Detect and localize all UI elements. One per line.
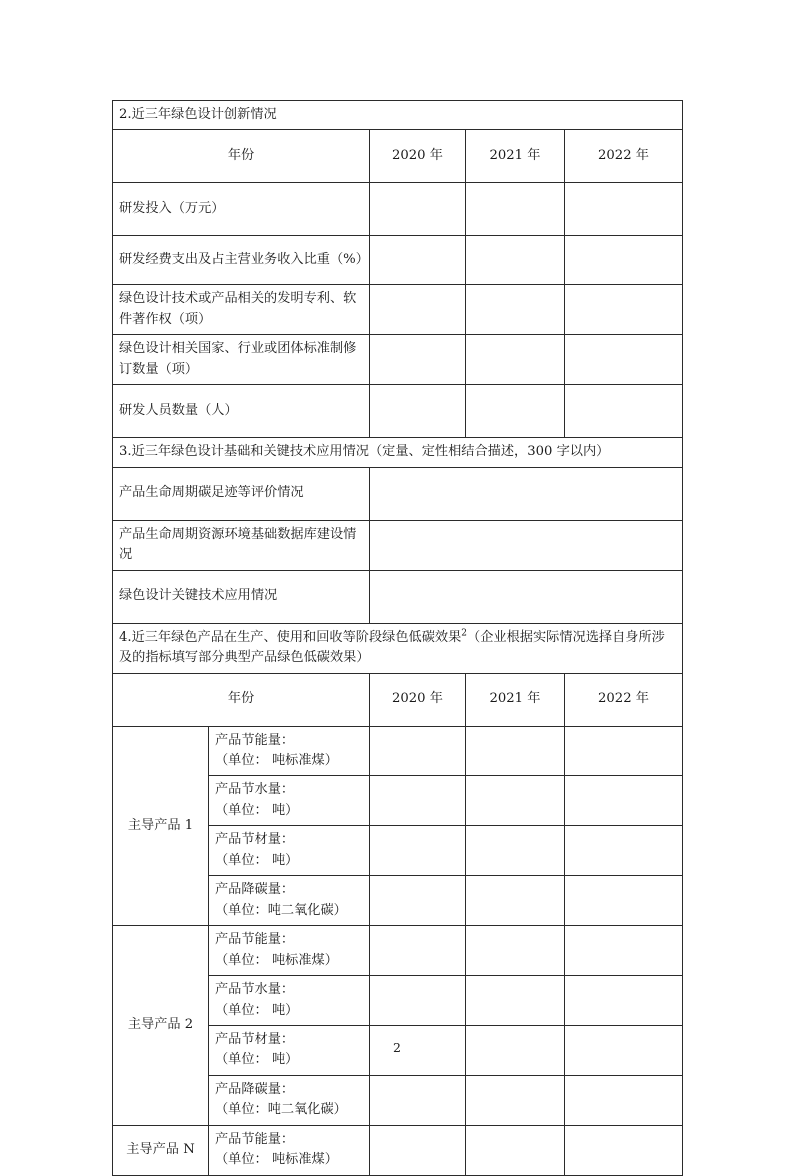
section2-heading-row [113,101,683,130]
metric-title: 产品节水量： [215,782,295,798]
section3-row2-value[interactable] [370,570,683,623]
table-row [113,236,683,285]
section2-row4-value-2021[interactable] [466,385,565,438]
p1-m0-value-2020[interactable] [370,726,466,776]
section3-heading-row [113,438,683,467]
section2-row3-value-2020[interactable] [370,335,466,385]
section2-row-label: 研发人员数量（人） [113,385,370,438]
product-name-2: 主导产品 2 [113,926,209,1126]
section4-year-2020: 2020 年 [370,673,466,726]
table-row [113,385,683,438]
section2-year-2020: 2020 年 [370,130,466,183]
section2-row-label: 绿色设计技术或产品相关的发明专利、软件著作权（项） [113,285,370,335]
p1-m1-value-2021[interactable] [466,776,565,826]
p2-m3-value-2022[interactable] [565,1075,683,1125]
metric-unit: （单位： 吨） [215,1002,299,1018]
table-row [113,726,683,776]
section2-row0-value-2020[interactable] [370,183,466,236]
section3-row1-value[interactable] [370,520,683,570]
section4-year-label: 年份 [113,673,370,726]
p1-m0-value-2022[interactable] [565,726,683,776]
section2-row-label: 研发经费支出及占主营业务收入比重（%） [113,236,370,285]
section2-row0-value-2022[interactable] [565,183,683,236]
p1-m3-value-2020[interactable] [370,876,466,926]
footnote-marker: 2 [461,628,468,639]
p2-m0-value-2022[interactable] [565,926,683,976]
metric-cell [209,1075,370,1125]
green-design-form-table [112,100,683,1176]
section2-row2-value-2020[interactable] [370,285,466,335]
p1-m2-value-2022[interactable] [565,826,683,876]
section2-row4-value-2020[interactable] [370,385,466,438]
p1-m3-value-2022[interactable] [565,876,683,926]
metric-unit: （单位： 吨） [215,852,299,868]
metric-title: 产品降碳量： [215,1081,295,1097]
metric-unit: （单位： 吨标准煤） [215,752,338,768]
table-row [113,926,683,976]
metric-cell [209,876,370,926]
section2-row-label: 研发投入（万元） [113,183,370,236]
section3-row-label: 产品生命周期资源环境基础数据库建设情况 [113,520,370,570]
table-row [113,520,683,570]
section2-row2-value-2022[interactable] [565,285,683,335]
metric-cell [209,726,370,776]
pn-m0-value-2021[interactable] [466,1125,565,1175]
section2-row1-value-2021[interactable] [466,236,565,285]
section4-heading-row [113,623,683,673]
section3-row-label: 绿色设计关键技术应用情况 [113,570,370,623]
table-row [113,570,683,623]
metric-title: 产品节能量： [215,1131,295,1147]
section2-heading: 2.近三年绿色设计创新情况 [113,101,683,130]
pn-m0-value-2020[interactable] [370,1125,466,1175]
section2-year-label: 年份 [113,130,370,183]
p2-m1-value-2020[interactable] [370,976,466,1026]
metric-title: 产品节水量： [215,982,295,998]
section3-row0-value[interactable] [370,467,683,520]
metric-cell [209,926,370,976]
product-name-1: 主导产品 1 [113,726,209,926]
section2-row1-value-2022[interactable] [565,236,683,285]
section2-row4-value-2022[interactable] [565,385,683,438]
section4-heading-tail: （企业根据实际情况选择自身所涉及的指标填写部分典型产品绿色低碳效果） [119,629,665,666]
section3-row-label: 产品生命周期碳足迹等评价情况 [113,467,370,520]
p2-m0-value-2021[interactable] [466,926,565,976]
section4-year-2021: 2021 年 [466,673,565,726]
section2-row3-value-2021[interactable] [466,335,565,385]
metric-unit: （单位： 吨标准煤） [215,1152,338,1168]
p2-m1-value-2022[interactable] [565,976,683,1026]
section2-year-2021: 2021 年 [466,130,565,183]
metric-unit: （单位：吨二氧化碳） [215,902,347,918]
metric-unit: （单位：吨二氧化碳） [215,1102,347,1118]
p2-m0-value-2020[interactable] [370,926,466,976]
p1-m1-value-2020[interactable] [370,776,466,826]
metric-unit: （单位： 吨） [215,802,299,818]
table-row [113,335,683,385]
section2-year-header-row [113,130,683,183]
metric-unit: （单位： 吨标准煤） [215,952,338,968]
p1-m2-value-2020[interactable] [370,826,466,876]
section4-year-header-row [113,673,683,726]
section2-row-label: 绿色设计相关国家、行业或团体标准制修订数量（项） [113,335,370,385]
section4-year-2022: 2022 年 [565,673,683,726]
metric-cell [209,976,370,1026]
metric-cell [209,776,370,826]
metric-title: 产品节材量： [215,1031,295,1047]
metric-title: 产品降碳量： [215,882,295,898]
metric-cell [209,1125,370,1175]
table-row [113,1125,683,1175]
p1-m0-value-2021[interactable] [466,726,565,776]
table-row [113,183,683,236]
metric-title: 产品节能量： [215,732,295,748]
pn-m0-value-2022[interactable] [565,1125,683,1175]
section4-heading [113,623,683,673]
table-row [113,285,683,335]
section4-heading-main: 4.近三年绿色产品在生产、使用和回收等阶段绿色低碳效果 [119,629,462,645]
section2-row3-value-2022[interactable] [565,335,683,385]
section2-year-2022: 2022 年 [565,130,683,183]
section2-row0-value-2021[interactable] [466,183,565,236]
section2-row1-value-2020[interactable] [370,236,466,285]
metric-title: 产品节能量： [215,932,295,948]
section3-heading: 3.近三年绿色设计基础和关键技术应用情况（定量、定性相结合描述，300 字以内） [113,438,683,467]
metric-title: 产品节材量： [215,832,295,848]
p1-m2-value-2021[interactable] [466,826,565,876]
p1-m3-value-2021[interactable] [466,876,565,926]
section2-row2-value-2021[interactable] [466,285,565,335]
p1-m1-value-2022[interactable] [565,776,683,826]
table-row [113,467,683,520]
p2-m1-value-2021[interactable] [466,976,565,1026]
p2-m3-value-2021[interactable] [466,1075,565,1125]
metric-unit: （单位： 吨） [215,1052,299,1068]
product-name-n: 主导产品 N [113,1125,209,1175]
metric-cell [209,826,370,876]
page-number: 2 [393,1040,401,1055]
p2-m3-value-2020[interactable] [370,1075,466,1125]
